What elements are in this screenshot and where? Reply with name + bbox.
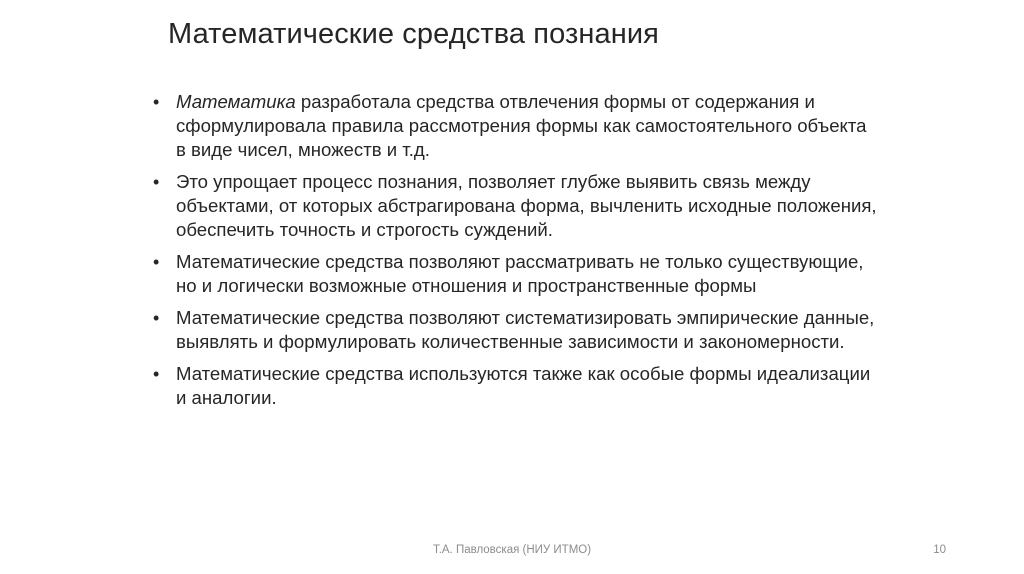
bullet-marker: • xyxy=(153,308,160,328)
bullet-text: разработала средства отвлечения формы от содержания и сформулировала правила рассмотрения формы как самостоятельного объекта в виде чисел, множеств и т.д. xyxy=(176,91,867,160)
bullet-marker: • xyxy=(153,92,160,112)
bullet-text: Математические средства позволяют систематизировать эмпирические данные, выявлять и формулировать количественные зависимости и закономерности. xyxy=(176,307,875,352)
bullet-text: Математические средства используются также как особые формы идеализации и аналогии. xyxy=(176,363,871,408)
bullet-marker: • xyxy=(153,172,160,192)
bullet-text: Это упрощает процесс познания, позволяет глубже выявить связь между объектами, от которых абстрагирована форма, вычленить исходные положения, обеспечить точность и строгость суждений. xyxy=(176,171,877,240)
bullet-marker: • xyxy=(153,364,160,384)
page-number: 10 xyxy=(933,544,946,556)
bullet-item-5 xyxy=(150,362,880,410)
bullet-item-3 xyxy=(150,250,880,298)
bullet-item-4 xyxy=(150,306,880,354)
bullet-item-2 xyxy=(150,170,880,242)
bullet-text: Математические средства позволяют рассматривать не только существующие, но и логически возможные отношения и пространственные формы xyxy=(176,251,864,296)
bullet-list xyxy=(150,90,880,418)
bullet-marker: • xyxy=(153,252,160,272)
slide-footer: Т.А. Павловская (НИУ ИТМО) xyxy=(432,544,592,556)
bullet-emphasis: Математика xyxy=(176,91,296,112)
slide-title: Математические средства познания xyxy=(168,18,659,50)
bullet-item-1 xyxy=(150,90,880,162)
